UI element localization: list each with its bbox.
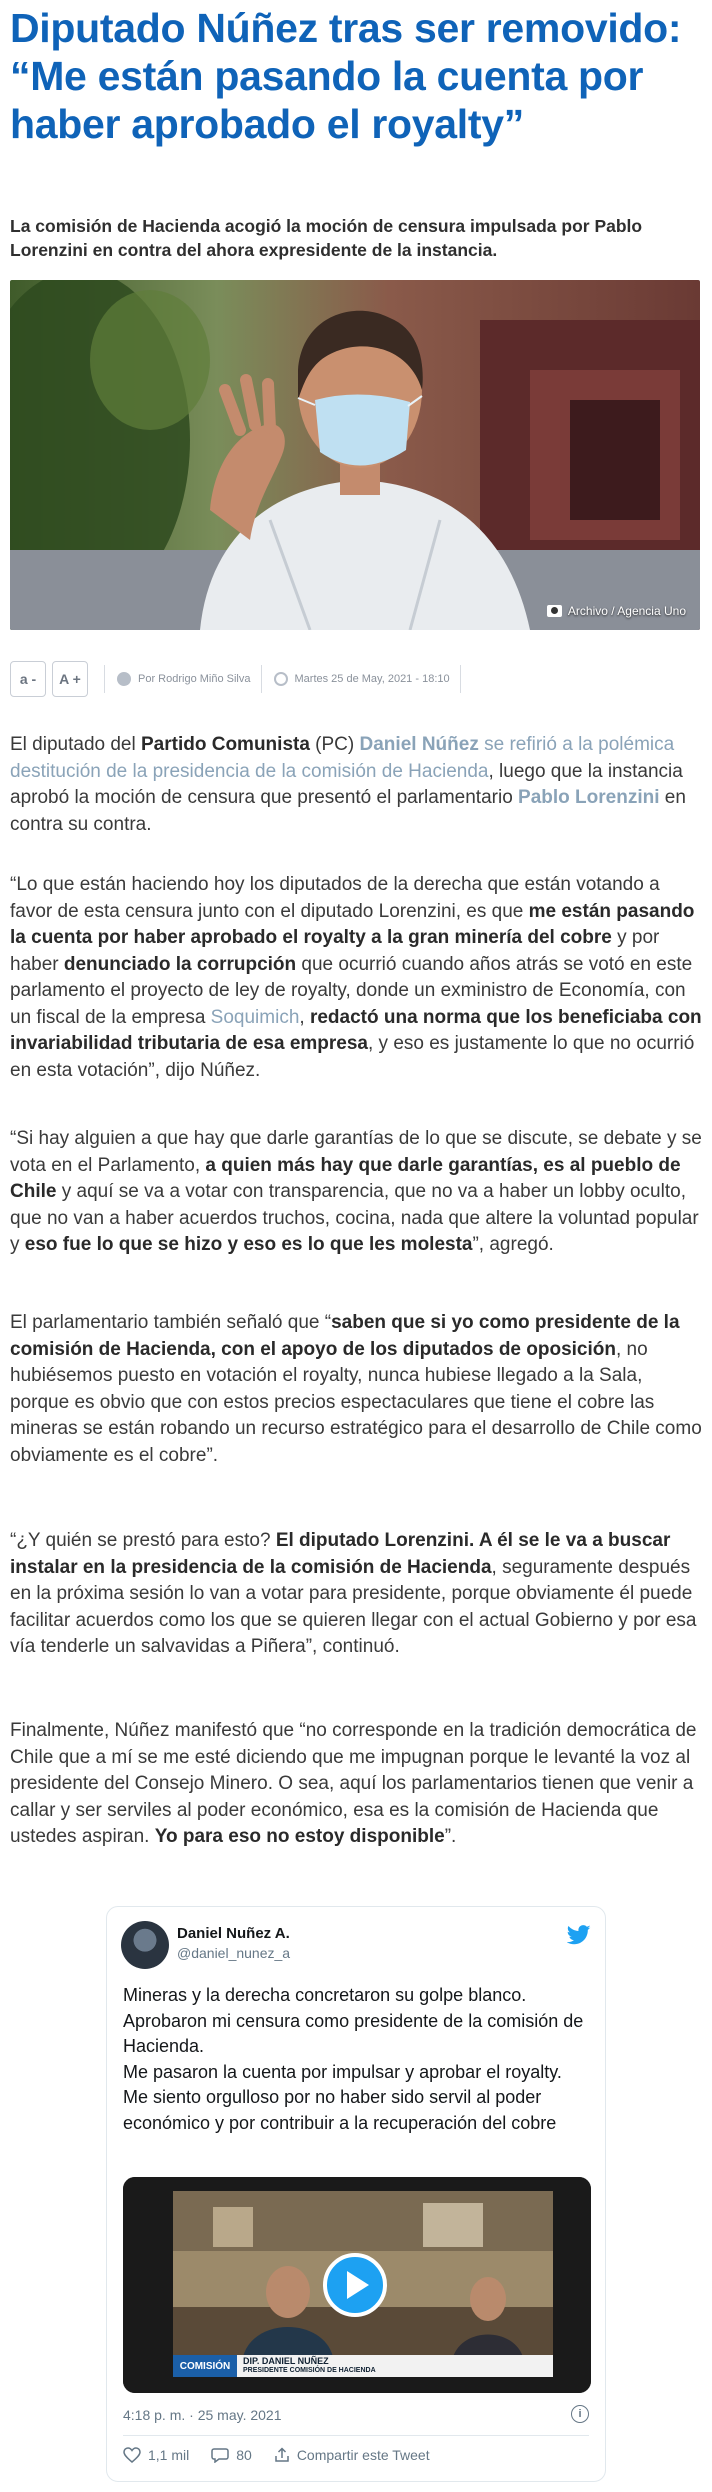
bold-text: Yo para eso no estoy disponible	[154, 1826, 445, 1847]
bold-text: saben que si yo como presidente de la comisión de Hacienda, con el apoyo de los diputados de oposición	[10, 1312, 680, 1360]
video-caption-name: DIP. DANIEL NUÑEZ	[243, 2356, 329, 2366]
paragraph-1	[10, 732, 704, 838]
link-daniel-nunez[interactable]: Daniel Núñez	[359, 734, 479, 755]
tweet-timestamp[interactable]: 4:18 p. m. · 25 may. 2021	[123, 2407, 282, 2423]
author-byline: Por Rodrigo Miño Silva	[138, 673, 251, 685]
like-button[interactable]	[123, 2447, 189, 2463]
heart-icon	[123, 2447, 141, 2463]
video-lower-third	[173, 2355, 553, 2377]
info-icon[interactable]: i	[571, 2405, 589, 2423]
author-icon	[117, 672, 131, 686]
toolbar-divider	[104, 665, 105, 693]
reply-count: 80	[236, 2447, 252, 2463]
photo-credit-text: Archivo / Agencia Uno	[567, 604, 686, 618]
bold-text: El diputado Lorenzini. A él se le va a buscar instalar en la presidencia de la comisión de Hacienda	[10, 1530, 671, 1578]
share-button[interactable]	[274, 2447, 430, 2463]
hero-photo	[10, 280, 700, 630]
paragraph-2	[10, 872, 704, 1084]
like-count: 1,1 mil	[148, 2447, 190, 2463]
text: en contra su contra.	[10, 787, 686, 835]
bold-text: eso fue lo que se hizo y eso es lo que les molesta	[24, 1234, 473, 1255]
reply-bubble-icon	[211, 2447, 229, 2463]
font-decrease-button[interactable]: a -	[10, 661, 46, 697]
avatar[interactable]	[121, 1921, 169, 1969]
video-caption-box	[237, 2355, 553, 2377]
video-caption-role: PRESIDENTE COMISIÓN DE HACIENDA	[243, 2367, 376, 2374]
share-icon	[274, 2447, 290, 2463]
text: Finalmente, Núñez manifestó que “no corresponde en la tradición democrática de Chile que a mí se me esté diciendo que me impugnan porque le levanté la voz al presidente del Consejo Minero. O sea, aquí los parlamentarios tienen que venir a callar y ser serviles al poder económico, esa es la comisión de Hacienda que ustedes aspiran.	[10, 1720, 697, 1847]
video-caption-channel: COMISIÓN	[173, 2355, 237, 2377]
bold-text: a quien más hay que darle garantías, es al pueblo de Chile	[10, 1154, 681, 1202]
text: “Lo que están haciendo hoy los diputados de la derecha que están votando a favor de esta censura junto con el diputado Lorenzini, es que	[10, 874, 660, 922]
text: ”, agregó.	[472, 1234, 554, 1255]
photo-credit	[547, 604, 686, 618]
bold-text: Partido Comunista	[141, 734, 310, 755]
text: El parlamentario también señaló que “	[10, 1312, 332, 1333]
text: , y eso es justamente lo que no ocurrió en esta votación”, dijo Núñez.	[10, 1033, 695, 1081]
paragraph-5	[10, 1528, 704, 1661]
text: , no hubiésemos puesto en votación el royalty, nunca hubiese llegado a la Sala, porque es obvio que con estos precios espectaculares que tiene el cobre las mineras se están robando un recurso estratégico para el desarrollo de Chile como obviamente es el cobre”.	[10, 1338, 702, 1466]
tweet-author-name[interactable]: Daniel Nuñez A.	[177, 1925, 290, 1942]
text: y por haber	[10, 927, 660, 975]
paragraph-3	[10, 1126, 704, 1259]
text: “Si hay alguien a que hay que darle garantías de lo que se discute, se debate y se vota en el Parlamento,	[10, 1128, 702, 1176]
text: y aquí se va a votar con transparencia, que no va a haber un lobby oculto, que no van a haber acuerdos truchos, cocina, nada que altere la voluntad popular y	[10, 1181, 699, 1255]
embedded-tweet[interactable]	[106, 1906, 606, 2482]
bold-text: redactó una norma que los beneficiaba con invariabilidad tributaria de esa empresa	[10, 1006, 702, 1054]
text: El diputado del	[10, 734, 141, 755]
text: , seguramente después en la próxima sesión lo van a votar para presidente, porque obviamente él puede facilitar acuerdos como los que se quieren llegar con el actual Gobierno y por esa vía tenderle un salvavidas a Piñera”, continuó.	[10, 1556, 697, 1657]
toolbar-divider	[261, 665, 262, 693]
tweet-divider	[123, 2435, 589, 2436]
link-pablo-lorenzini[interactable]: Pablo Lorenzini	[518, 787, 660, 808]
toolbar-divider	[460, 665, 461, 693]
tweet-actions	[123, 2447, 452, 2463]
link-polemica-destitucion[interactable]: se refirió a la polémica destitución de la presidencia de la comisión de Hacienda	[10, 734, 675, 782]
text: que ocurrió cuando años atrás se votó en este parlamento el proyecto de ley de royalty, donde un exministro de Economía, con un fiscal de la empresa	[10, 953, 693, 1028]
camera-icon	[547, 605, 562, 617]
bold-text: denunciado la corrupción	[63, 953, 297, 975]
tweet-video[interactable]	[123, 2177, 591, 2393]
link-soquimich[interactable]: Soquimich	[210, 1006, 300, 1028]
play-button[interactable]	[323, 2253, 387, 2317]
twitter-bird-icon[interactable]	[567, 1925, 591, 1945]
article-toolbar	[10, 661, 702, 697]
font-increase-button[interactable]: A +	[52, 661, 88, 697]
article-subtitle: La comisión de Hacienda acogió la moción de censura impulsada por Pablo Lorenzini en contra del ahora expresidente de la instancia.	[10, 216, 643, 260]
hero-photo-illustration	[10, 280, 700, 630]
share-label: Compartir este Tweet	[296, 2447, 430, 2463]
text: ”.	[444, 1826, 457, 1847]
text: ,	[299, 1006, 310, 1028]
tweet-text: Mineras y la derecha concretaron su golpe blanco. Aprobaron mi censura como presidente de la comisión de Hacienda. Me pasaron la cuenta por impulsar y aprobar el royalty. Me siento orgulloso por no haber sido servil al poder económico y por contribuir a la recuperación del cobre	[123, 1985, 584, 2133]
reply-button[interactable]	[211, 2447, 252, 2463]
bold-text: me están pasando la cuenta por haber aprobado el royalty a la gran minería del cobre	[10, 900, 695, 948]
text: , luego que la instancia aprobó la moción de censura que presentó el parlamentario	[10, 760, 683, 808]
article-title: Diputado Núñez tras ser removido: “Me están pasando la cuenta por haber aprobado el royalty”	[10, 5, 682, 147]
paragraph-4	[10, 1310, 704, 1469]
text: “¿Y quién se prestó para esto?	[10, 1530, 276, 1551]
tweet-author-handle[interactable]: @daniel_nunez_a	[177, 1945, 291, 1961]
clock-icon	[274, 672, 288, 686]
paragraph-6	[10, 1718, 704, 1851]
text: (PC)	[309, 734, 360, 755]
publish-date: Martes 25 de May, 2021 - 18:10	[294, 673, 450, 685]
